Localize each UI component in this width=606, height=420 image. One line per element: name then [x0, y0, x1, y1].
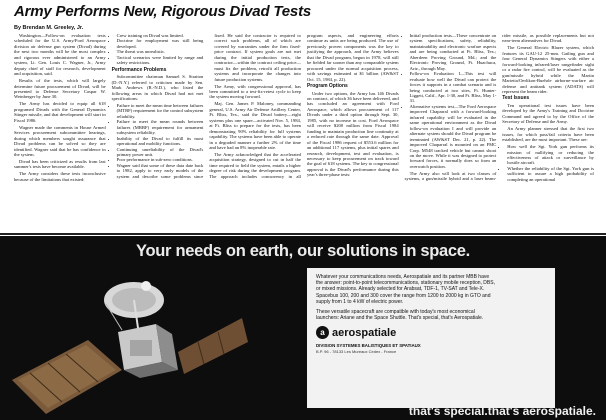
bullets-a: [112, 33, 204, 66]
paragraphs-c-item: The Army acknowledged that the accelerated acquisition strategy, designed to cut in half the time required to field the system, entails a higher degree of risk during the development program. The approach includes concurrency in all program aspects, and engineering efforts continue as units are being produced. The use of previously proven components was the key to justifying the approach, and the Army believes that the Divad program, begun in 1978, will still be fielded far sooner than any comparable system procured under the normal acquisition process, with savings estimated at $1 billion (AW&ST Oct. 15, 1984, p. 22).: [209, 33, 399, 179]
bullets-d-item: • Follow-on Evaluation I—This test will evaluate how well the Divad can protect the forces it supports in a combat scenario and is being conducted at two sites, Ft. Hunter-Liggett, Calif., Apr. 1-30, and Ft. Bliss, May 1-31.: [410, 71, 497, 104]
article-headline: Army Performs New, Rigorous Divad Tests: [14, 3, 312, 20]
paragraphs-a-item: The Army considers these tests inconclusive because of the limitations that existed:: [14, 171, 106, 182]
paragraphs-d-item: Under two options, the Army has 146 Divads on contract, of which 36 have been delivered, and has concluded an agreement with Ford Aerospace, which allows procurement of 117 Divads under a third option through Sept. 30, 1985, with no increase in cost. Ford Aerospace will receive $200 million from Fiscal 1984 funding to maintain production line continuity at a reduced rate through the same date. Approval of the Fiscal 1986 request of $553.6 million for an additional 117 systems, plus initial spares and research, development, test and evaluation, is necessary to keep procurement on track toward the goal of 618 systems. The key to congressional approval is the Divad's performance during this year's three-phase tests:: [306, 90, 399, 178]
ad-body-item: Whatever your communications needs, Aerospatiale and its partner MBB have the answer: point-to-point telecommunications, stationary mobile reception, DBS, or mixed missions. Already selected for Arabsat, TDF-1, TV-SAT and Tele-X. Spacebus 100, 200 and 300 cover the range from 1200 to 2000 kg in GTO and supply from 1 to 4 kW of electric power.: [316, 274, 495, 305]
section-heading-performance: Performance Problems: [111, 66, 167, 73]
paragraphs-c-item: Maj. Gen. James P. Maloney, commanding general, U.S. Army Air Defense Artillery Center, Ft. Bliss, Tex., said the Divad battery—eight systems plus one spare—activated Nov. 5, 1984, at Ft. Bliss to prepare for the tests, has been demonstrating 90% reliability for full systems capability. The systems have been able to operate in a degraded manner a further 2% of the time and have had an 8% inoperable rate.: [209, 101, 301, 151]
paragraphs-f: [502, 103, 594, 143]
section-heading-test: Test Issues: [502, 95, 530, 102]
bullets-f-item: • Whether the reliability of the Sgt. York gun is sufficient to assure a high probability of completing an operational: [507, 166, 594, 182]
satellite-bus: [118, 324, 178, 378]
solar-panel-left: [12, 340, 122, 414]
section-heading-program: Program Options: [306, 83, 348, 90]
paragraphs-c-item: The Army, with congressional approval, has been committed to a test-fix-retest cycle to keep the system moving forward.: [209, 83, 301, 100]
logo-mark-icon: a: [316, 326, 329, 339]
paragraphs-d: [307, 91, 399, 178]
aerospatiale-logo: [316, 326, 396, 339]
paragraphs-a-item: Washington—Follow-on evaluation tests scheduled for the U.S. Army/Ford Aerospace division air defense gun system (Divad) during the next two months will be the most complex and rigorous ever administered to an Army system, Lt. Gen. Louis C. Wagner, Jr., Army deputy chief of staff for research, development and acquisition, said.: [14, 33, 106, 77]
paragraphs-f-item: An Army planner stressed that the first two issues, for which pass/fail criteria have been established, are the most important. These are:: [502, 126, 594, 143]
bullets-d-item: • Initial production tests—These concentrate on system specifications, safety, reliability, maintainability and electronic warfare aspects and are being conducted at Ft. Bliss, Tex.; Aberdeen Proving Ground, Md.; and the Electronic Proving Ground, Ft. Huachuca, Ariz., through May.: [410, 33, 497, 71]
paragraphs-f-item: Ten operational test issues have been developed by the Army's Training and Doctrine Command and agreed to by the Office of the Secretary of Defense and the Army.: [502, 102, 594, 125]
bullets-a-item: • Doctrine for employment was still being developed.: [117, 38, 204, 49]
bullets-a-item: • Crew training on Divad was limited.: [117, 33, 204, 38]
paragraphs-b: [112, 74, 204, 101]
article-body: [14, 33, 594, 232]
ad-body-item: These versatile spacecraft are compatible with today's most economical launchers: Ariane and the Space Shuttle. That's special, that's Aerospatiale.: [316, 309, 484, 322]
bullets-b-item: • Continuing unreliability of the Divad's primary power unit.: [117, 147, 204, 158]
paragraphs-a-item: The Army has decided to equip all 618 programed Divads with the General Dynamics Stinger missile, and that development will start in Fiscal 1986.: [14, 101, 106, 123]
solar-panel-right: [178, 318, 248, 374]
division-name: DIVISION SYSTEMES BALISTIQUES ET SPATIAUX: [316, 343, 421, 348]
bullets-b-item: • Failure to meet the mean rounds between failures (MRBF) requirement for armament subsystem reliability.: [117, 119, 204, 135]
ad-body: [316, 274, 496, 325]
bullets-b-item: • Wagner said that some of these data date back to 1982, apply to very early models of the system and describe some problems since fixed. He said the contractor is required to correct such problems, all of which are covered by warranties under the firm fixed-price contract. If system goals are not met during the initial production tests, the contractor—within the contract ceiling price—must fix the problem, retrofit all production systems and incorporate the changes into future production systems.: [117, 33, 301, 182]
divider-rule: [0, 233, 606, 235]
company-address: B.P. 96 - 78133 Les Mureaux Cedex - France: [316, 349, 397, 354]
bullets-b-item: • Poor performance in sub-zero conditions.: [117, 157, 204, 162]
paragraphs-b-item: Subcommittee chairman Samuel S. Stratton (D.-N.Y.) referred to criticism made by Sen. Mark Andrews (R.-N.D.), who listed the following areas in which Divad had not met specifications:: [111, 74, 204, 101]
paragraphs-e-item: The General Electric Blazer system, which features its GAU-12 25-mm. Gatling gun and four General Dynamics Stingers with either a forward-looking infrared/laser rangefinder sight or a radar fire control, will be evaluated as the gun/missile hybrid while the Martin Marietta/Oerlikon-Buehrle airborne-warfare air defense and antitank system (ADATS) will represent the beam rider.: [502, 45, 594, 95]
ad-headline: Your needs on earth, our solutions in space.: [136, 242, 470, 260]
bullets-a-item: • The threat was unrealistic.: [117, 49, 204, 54]
antenna-feed: [141, 281, 151, 291]
paragraphs-a-item: Wagner made the comments in House Armed Services procurement subcommittee hearings, during which members sought assurance that Divad problems can be solved so they are identified. Wagner said that he has confidence in the system.: [14, 124, 106, 158]
logo-text: aerospatiale: [332, 326, 397, 339]
article-byline: By Brendan M. Greeley, Jr.: [14, 25, 84, 31]
bullets-d-item: • Alternative systems test—The Ford Aerospace improved Chaparral with a forward-looking infrared capability will be evaluated in the same operational environment as the Divad follow-on evaluation I and will provide an alternate system should the Divad program be terminated (AW&ST Dec. 21, p. 22). The improved Chaparral is mounted on an FMC Corp. M548 tracked vehicle but cannot shoot on the move. While it was designed to protect forward forces, it normally does so from an overwatch position.: [410, 104, 497, 169]
satellite-illustration: [10, 262, 250, 420]
bullets-d: [405, 33, 497, 169]
bullets-b-item: • Failure to meet the mean time between failures (MTBF) requirement for the control subsystem reliability.: [117, 103, 204, 119]
paragraphs-a-item: Divad has been criticized as results from last summer's tests have become available.: [14, 158, 106, 170]
paragraphs-e-item: The Army also will look at two classes of systems, a gun/missile hybrid and a laser beam-rider missile, as possible replacements but not near-term alternatives for Divad.: [404, 33, 594, 182]
ad-tagline: that's special.that's aerospatiale.: [408, 404, 596, 418]
bullets-a-item: • Tactical scenarios were limited by range and safety restrictions.: [117, 55, 204, 66]
paragraphs-a: [14, 33, 106, 182]
bullets-f-item: • How well the Sgt. York gun performs its mission of nullifying or reducing the effectiveness of attack or surveillance by hostile aircraft.: [507, 144, 594, 166]
satellite-dish: [104, 282, 164, 330]
paragraphs-a-item: Results of the tests, which will largely determine future procurement of Divad, will be presented to Defense Secretary Caspar W. Weinberger by June 30.: [14, 78, 106, 100]
bullets-b-item: • Inability of the Divad to fulfill its most operational and mobility functions.: [117, 136, 204, 147]
bullets-f: [502, 144, 594, 182]
